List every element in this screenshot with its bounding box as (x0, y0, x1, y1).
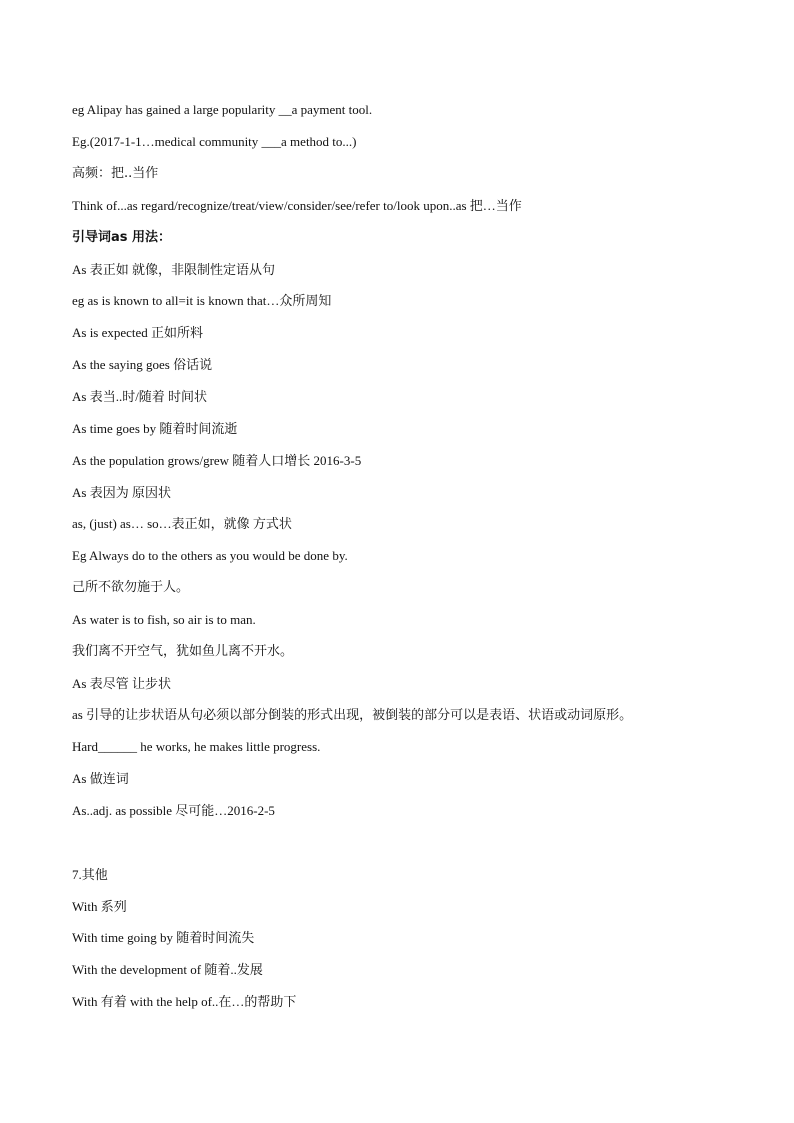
as-meaning-when: As 表当..时/随着 时间状 (72, 389, 208, 404)
as-meaning-like: As 表正如 就像，非限制性定语从句 (72, 262, 275, 277)
example-medical-community: Eg.(2017-1-1…medical community ___a method to...) (72, 134, 357, 149)
translation-water-fish: 我们离不开空气，犹如鱼儿离不开水。 (72, 644, 294, 659)
phrase-as-time-goes-by: As time goes by 随着时间流逝 (72, 421, 238, 436)
heading-as-usage: 引导词as 用法： (72, 230, 172, 245)
example-always-do: Eg Always do to the others as you would be done by. (72, 548, 348, 563)
phrase-with-development: With the development of 随着..发展 (72, 962, 263, 977)
example-alipay: eg Alipay has gained a large popularity __a payment tool. (72, 102, 373, 117)
phrase-as-possible: As..adj. as possible 尽可能…2016-2-5 (72, 803, 275, 818)
note-concessive-inversion: as 引导的让步状语从句必须以部分倒装的形式出现，被倒装的部分可以是表语、状语或动词原形。 (72, 707, 633, 722)
as-meaning-because: As 表因为 原因状 (72, 485, 171, 500)
phrase-with-help-of: With 有着 with the help of..在…的帮助下 (72, 994, 297, 1009)
as-meaning-although: As 表尽管 让步状 (72, 676, 171, 691)
as-conjunction: As 做连词 (72, 771, 129, 786)
phrase-as-population-grows: As the population grows/grew 随着人口增长 2016-3-5 (72, 453, 362, 468)
with-series: With 系列 (72, 899, 127, 914)
example-as-is-known: eg as is known to all=it is known that…众所周知 (72, 293, 332, 308)
phrase-as-is-expected: As is expected 正如所料 (72, 325, 204, 340)
heading-high-frequency: 高频：把..当作 (72, 166, 159, 181)
phrase-as-the-saying-goes: As the saying goes 俗话说 (72, 357, 213, 372)
section-heading-others: 7.其他 (72, 867, 108, 882)
as-meaning-manner: as, (just) as… so…表正如，就像 方式状 (72, 516, 292, 531)
translation-golden-rule: 己所不欲勿施于人。 (72, 580, 190, 595)
example-water-fish: As water is to fish, so air is to man. (72, 612, 256, 627)
phrase-think-of-as: Think of...as regard/recognize/treat/view/consider/see/refer to/look upon..as 把…当作 (72, 198, 522, 213)
phrase-with-time-going-by: With time going by 随着时间流失 (72, 930, 255, 945)
example-hard-he-works: Hard______ he works, he makes little progress. (72, 739, 321, 754)
